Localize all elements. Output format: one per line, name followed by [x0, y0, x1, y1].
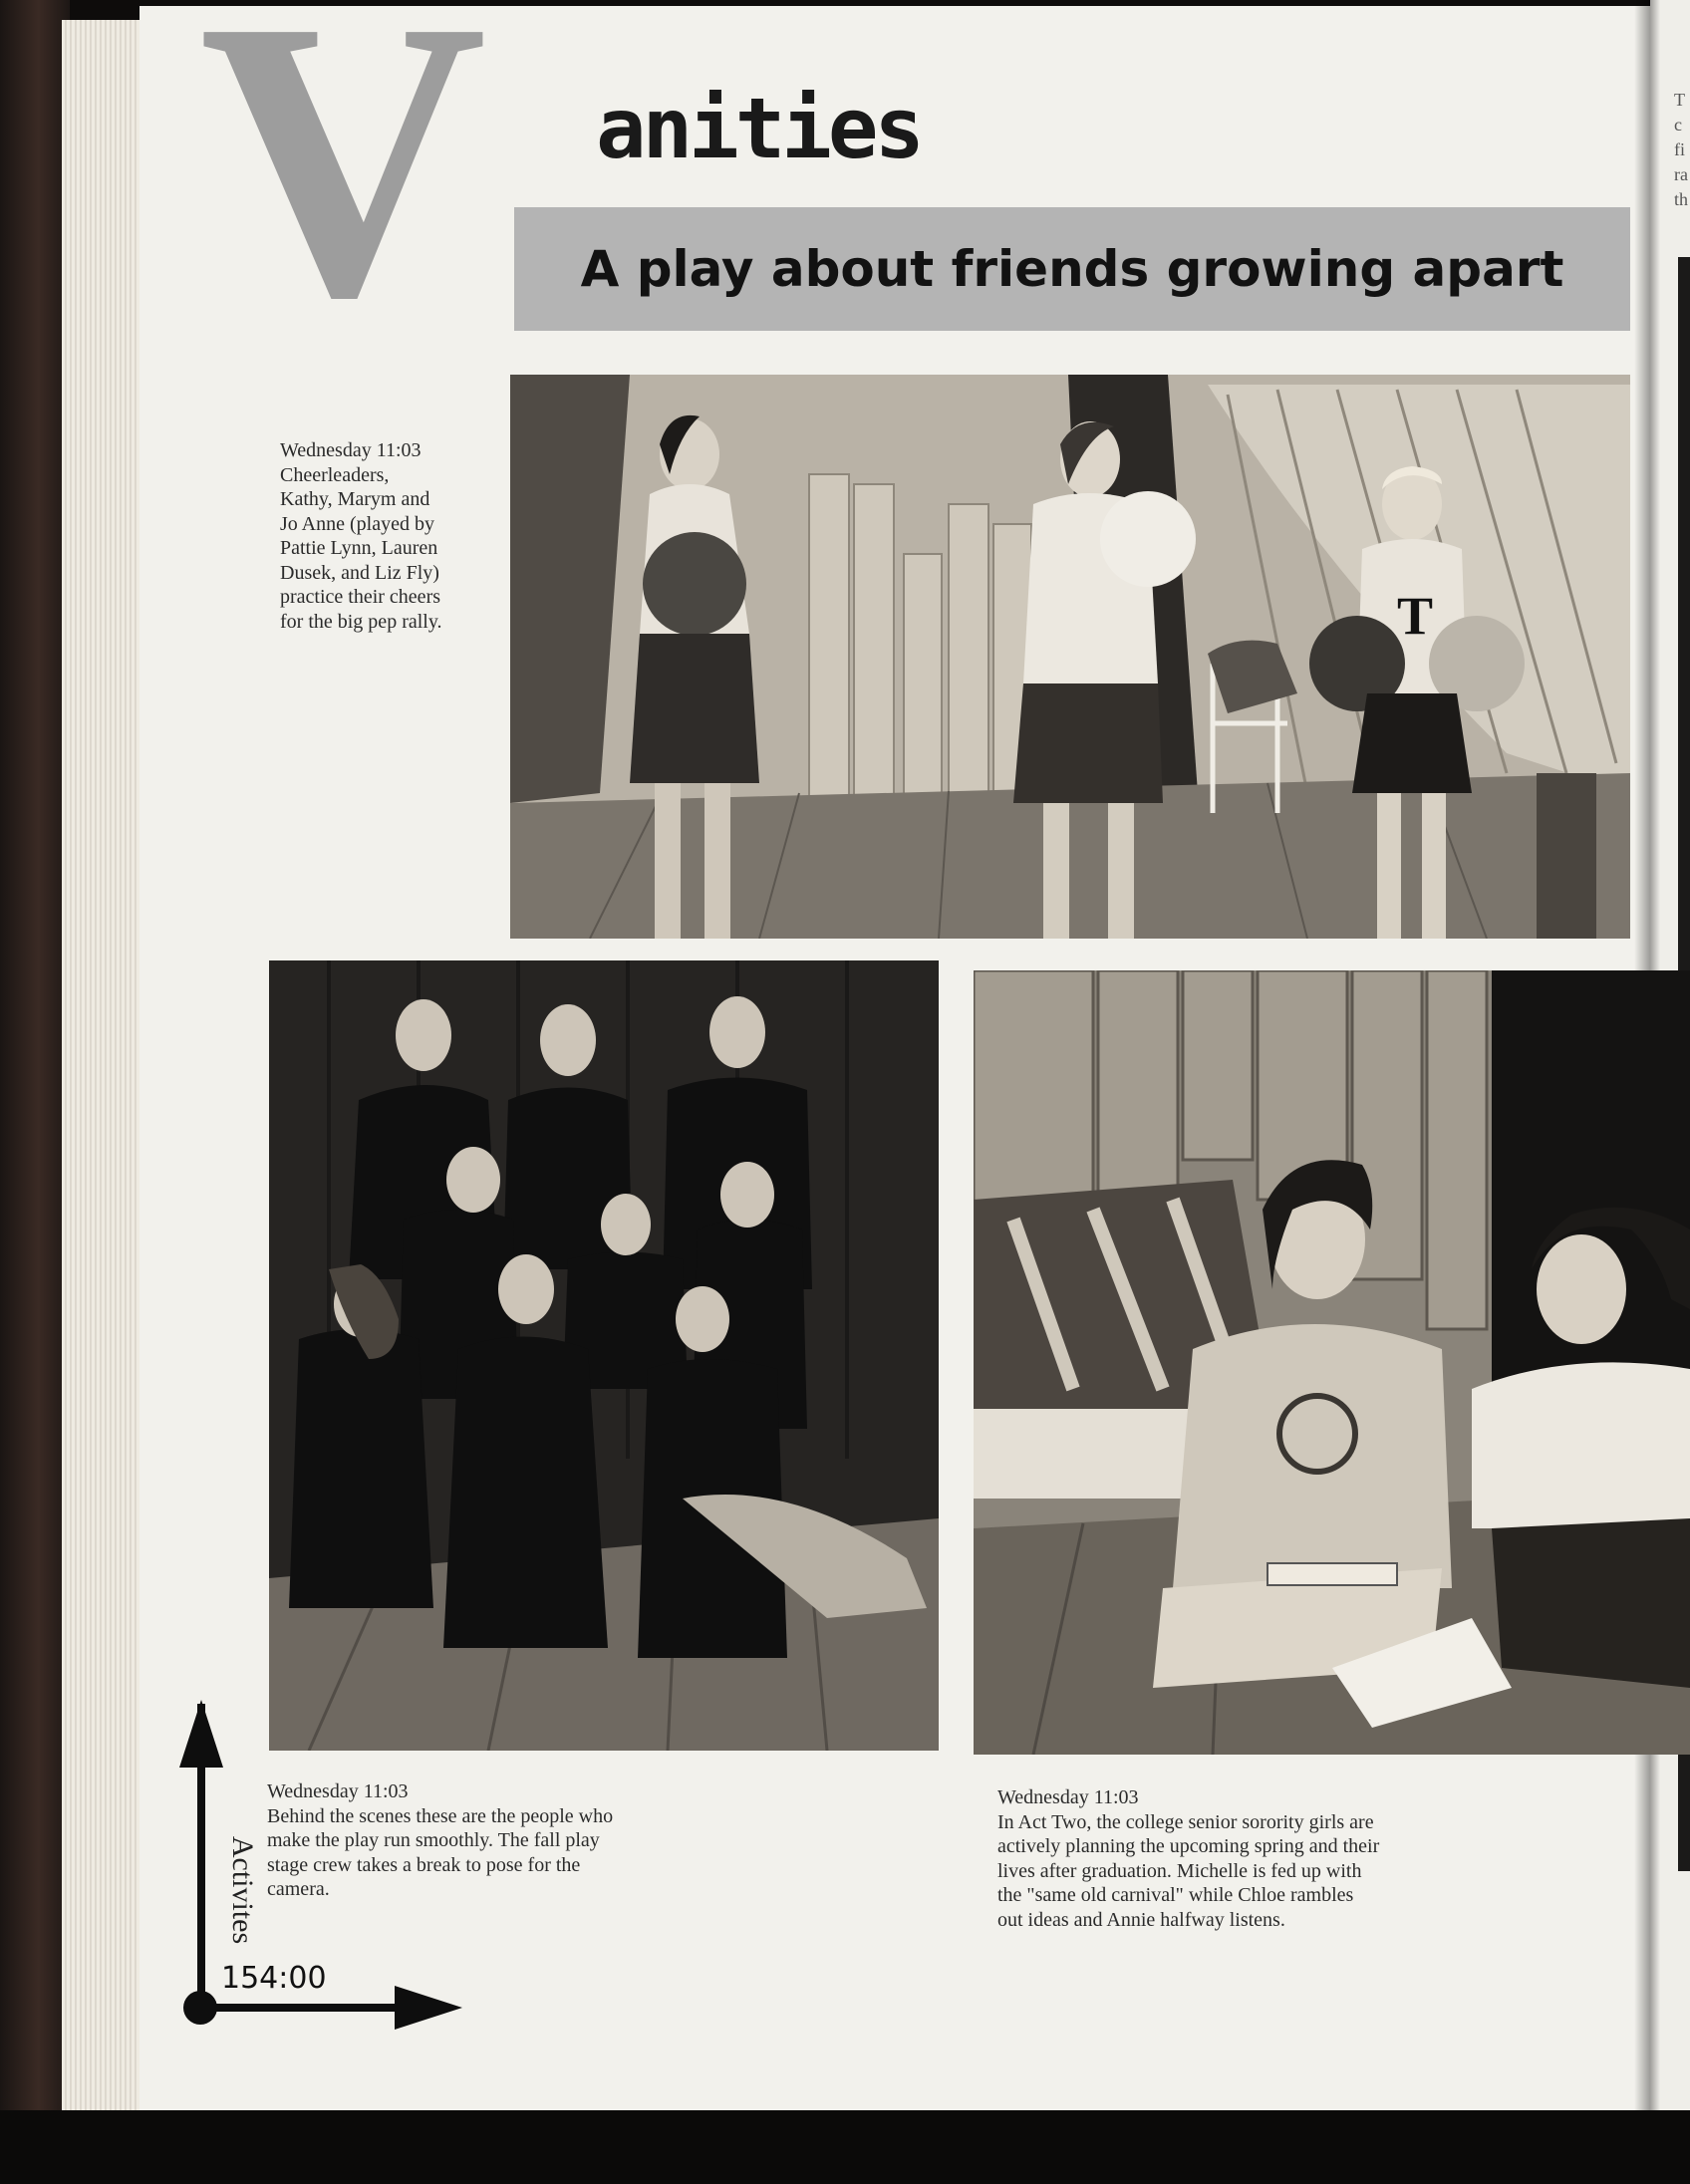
facing-page-line: th	[1674, 189, 1689, 209]
page-title: anities	[596, 80, 922, 177]
facing-page-line: c	[1674, 115, 1682, 135]
stage-crew-photo-image	[269, 960, 939, 1751]
caption-time: Wednesday 11:03	[997, 1786, 1139, 1808]
caption-line: Dusek, and Liz Fly)	[280, 561, 439, 584]
caption-time: Wednesday 11:03	[267, 1780, 409, 1802]
marker-vertical-line	[197, 1704, 205, 2013]
title-initial-v: V	[199, 0, 487, 380]
book-binding	[0, 0, 70, 2184]
facing-page-text-fragments	[1674, 88, 1688, 212]
facing-page-line: fi	[1674, 139, 1685, 159]
caption-line: stage crew takes a break to pose for the	[267, 1853, 581, 1876]
page-stack-edge	[62, 20, 145, 2117]
caption-line: Kathy, Marym and	[280, 488, 430, 510]
caption-time: Wednesday 11:03	[280, 439, 422, 461]
caption-line: lives after graduation. Michelle is fed up with	[997, 1859, 1362, 1882]
marker-horizontal-line	[197, 2004, 415, 2012]
caption-line: Cheerleaders,	[280, 463, 390, 486]
act-two-photo	[974, 970, 1690, 1755]
scan-bottom-edge	[0, 2110, 1690, 2184]
sweater-letter: T	[1397, 586, 1434, 646]
cheerleaders-caption	[280, 438, 509, 634]
caption-line: actively planning the upcoming spring and their	[997, 1835, 1380, 1857]
marker-origin-dot	[183, 1991, 217, 2025]
caption-line: Behind the scenes these are the people who	[267, 1804, 614, 1827]
subtitle-banner	[514, 207, 1630, 331]
facing-page-line: ra	[1674, 164, 1688, 184]
page-number: 154:00	[221, 1961, 327, 1996]
act-two-photo-image	[974, 970, 1690, 1755]
caption-line: out ideas and Annie halfway listens.	[997, 1908, 1285, 1931]
act-two-caption	[997, 1785, 1506, 1932]
caption-line: make the play run smoothly. The fall play	[267, 1829, 600, 1851]
arrow-right-icon	[395, 1986, 462, 2030]
caption-line: Jo Anne (played by	[280, 512, 434, 535]
page-subtitle: A play about friends growing apart	[580, 240, 1564, 298]
caption-line: camera.	[267, 1878, 330, 1900]
stage-crew-photo	[269, 960, 939, 1751]
caption-line: practice their cheers	[280, 586, 441, 608]
cheerleaders-photo-image	[510, 375, 1630, 939]
caption-line: In Act Two, the college senior sorority girls are	[997, 1810, 1374, 1833]
facing-page-line: T	[1674, 90, 1685, 110]
stage-crew-caption	[267, 1779, 715, 1902]
caption-line: Pattie Lynn, Lauren	[280, 537, 438, 559]
cheerleaders-photo	[510, 375, 1630, 939]
caption-line: for the big pep rally.	[280, 610, 442, 633]
section-label: Activites	[226, 1835, 259, 1945]
caption-line: the "same old carnival" while Chloe rambles	[997, 1884, 1354, 1906]
